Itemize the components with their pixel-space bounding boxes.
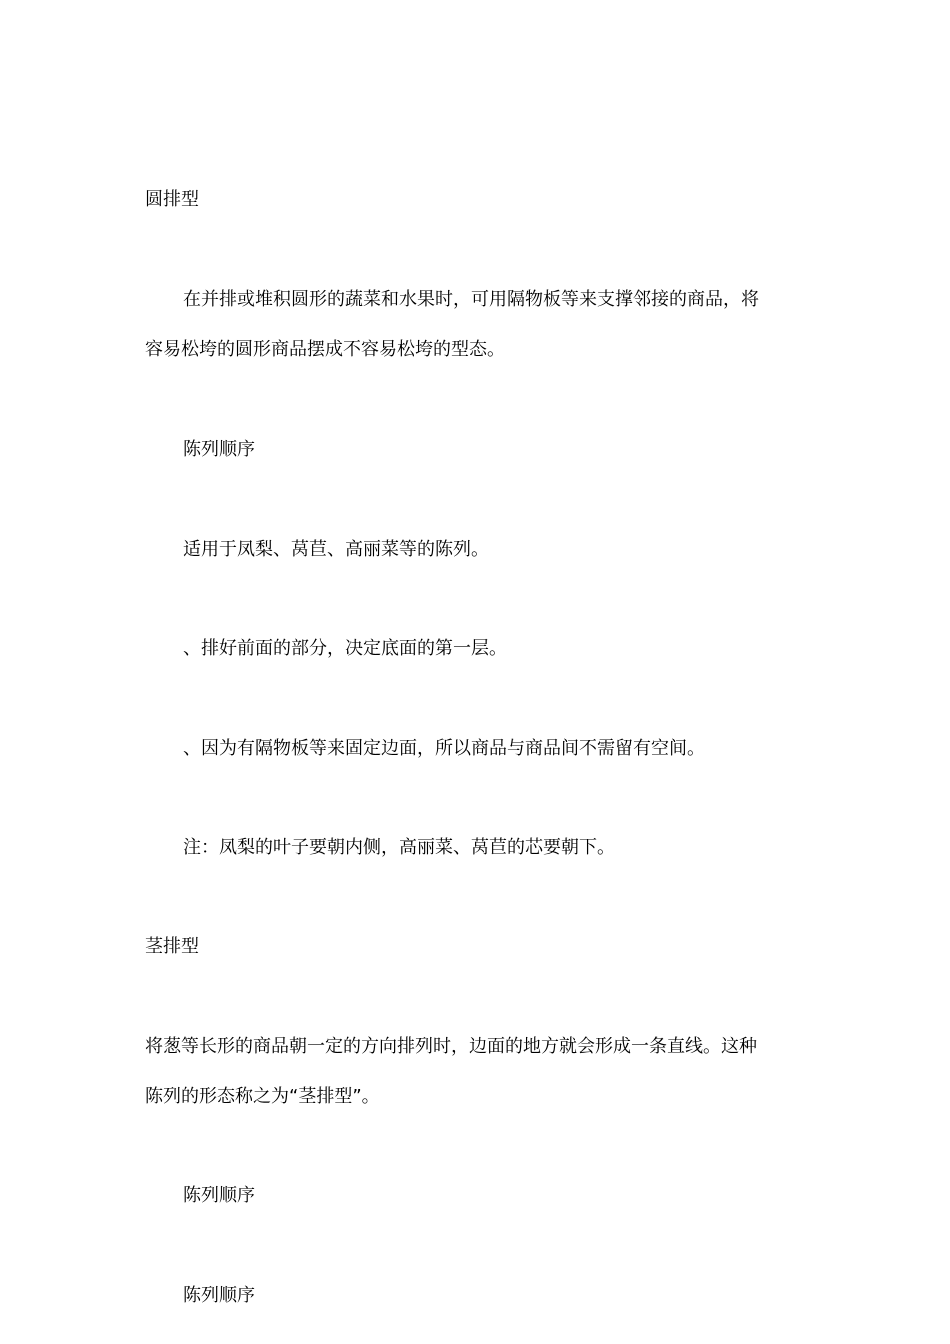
paragraph-line: 将葱等长形的商品朝一定的方向排列时，边面的地方就会形成一条直线。这种: [145, 1036, 757, 1057]
list-item: 、因为有隔物板等来固定边面，所以商品与商品间不需留有空间。: [183, 738, 705, 759]
paragraph-line: 适用于凤梨、莴苣、高丽菜等的陈列。: [183, 539, 489, 560]
note-line: 注：凤梨的叶子要朝内侧，高丽菜、莴苣的芯要朝下。: [183, 837, 615, 858]
section-heading-stem-arrangement: 茎排型: [145, 936, 199, 957]
subheading-display-order: 陈列顺序: [183, 1285, 255, 1306]
section-heading-round-arrangement: 圆排型: [145, 189, 199, 210]
paragraph-line: 在并排或堆积圆形的蔬菜和水果时，可用隔物板等来支撑邻接的商品，将: [183, 289, 759, 310]
subheading-display-order: 陈列顺序: [183, 1185, 255, 1206]
subheading-display-order: 陈列顺序: [183, 439, 255, 460]
paragraph-line: 容易松垮的圆形商品摆成不容易松垮的型态。: [145, 339, 505, 360]
paragraph-line: 陈列的形态称之为“茎排型”。: [145, 1086, 380, 1107]
list-item: 、排好前面的部分，决定底面的第一层。: [183, 638, 507, 659]
